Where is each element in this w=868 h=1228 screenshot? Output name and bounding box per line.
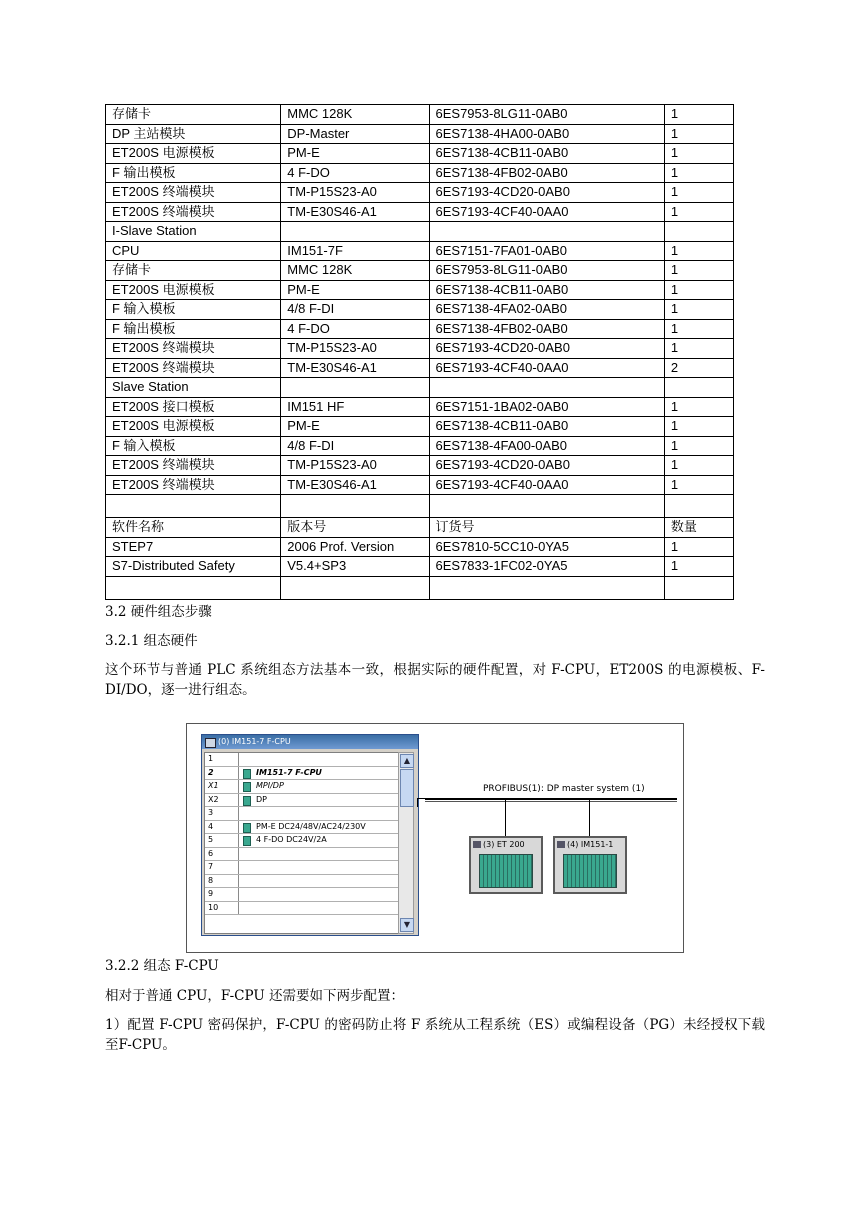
column-divider	[238, 753, 239, 766]
slot-number: 1	[208, 754, 214, 763]
table-cell: 版本号	[281, 518, 429, 538]
table-row	[106, 163, 734, 183]
table-cell: ET200S 接口模板	[106, 397, 281, 417]
column-divider	[238, 848, 239, 861]
slot-row[interactable]	[205, 834, 399, 848]
column-divider	[238, 767, 239, 780]
table-cell: 6ES7138-4CB11-0AB0	[429, 144, 664, 164]
table-cell: F 输出模板	[106, 163, 281, 183]
table-row	[106, 436, 734, 456]
table-row	[106, 378, 734, 398]
table-cell: 2	[664, 358, 733, 378]
table-cell: 1	[664, 456, 733, 476]
table-cell: 6ES7151-7FA01-0AB0	[429, 241, 664, 261]
rack-icon	[479, 854, 533, 888]
table-cell	[664, 576, 733, 599]
slot-row[interactable]	[205, 780, 399, 794]
table-cell: ET200S 电源模板	[106, 417, 281, 437]
table-cell: 6ES7193-4CD20-0AB0	[429, 183, 664, 203]
window-title: (0) IM151-7 F-CPU	[218, 737, 291, 746]
column-divider	[238, 821, 239, 834]
station-icon	[473, 841, 481, 848]
table-cell: MMC 128K	[281, 105, 429, 125]
column-divider	[238, 807, 239, 820]
table-cell: 6ES7193-4CD20-0AB0	[429, 456, 664, 476]
table-cell	[429, 576, 664, 599]
slot-row[interactable]	[205, 821, 399, 835]
table-row	[106, 495, 734, 518]
station-et200[interactable]	[469, 836, 543, 894]
table-cell	[281, 495, 429, 518]
slot-number: X1	[208, 781, 219, 790]
table-row	[106, 105, 734, 125]
column-divider	[238, 902, 239, 915]
table-cell: 2006 Prof. Version	[281, 537, 429, 557]
slot-table	[204, 752, 400, 934]
table-cell: TM-E30S46-A1	[281, 358, 429, 378]
table-row	[106, 300, 734, 320]
table-row	[106, 319, 734, 339]
table-cell: TM-P15S23-A0	[281, 183, 429, 203]
table-cell: ET200S 终端模块	[106, 358, 281, 378]
table-cell: 6ES7193-4CF40-0AA0	[429, 358, 664, 378]
table-cell: IM151 HF	[281, 397, 429, 417]
table-cell	[281, 222, 429, 242]
module-label: 4 F-DO DC24V/2A	[256, 835, 327, 844]
table-cell: 1	[664, 241, 733, 261]
table-cell: ET200S 终端模块	[106, 183, 281, 203]
table-cell: DP-Master	[281, 124, 429, 144]
table-cell: 1	[664, 436, 733, 456]
table-cell: TM-P15S23-A0	[281, 456, 429, 476]
table-cell: 1	[664, 144, 733, 164]
column-divider	[238, 888, 239, 901]
table-cell: TM-E30S46-A1	[281, 202, 429, 222]
table-cell: 1	[664, 163, 733, 183]
table-cell: 4 F-DO	[281, 163, 429, 183]
table-row	[106, 202, 734, 222]
module-label: IM151-7 F-CPU	[256, 767, 322, 777]
slot-row[interactable]	[205, 753, 399, 767]
slot-row[interactable]	[205, 861, 399, 875]
table-cell: PM-E	[281, 144, 429, 164]
column-divider	[238, 834, 239, 847]
table-cell: 数量	[664, 518, 733, 538]
table-cell	[106, 576, 281, 599]
table-cell: 4/8 F-DI	[281, 300, 429, 320]
module-icon	[243, 823, 251, 833]
column-divider	[238, 875, 239, 888]
module-label: DP	[256, 794, 267, 804]
table-cell: 1	[664, 300, 733, 320]
paragraph-password: 1）配置 F-CPU 密码保护，F-CPU 的密码防止将 F 系统从工程系统（ES）或编程设备（PG）未经授权下载至F-CPU。	[105, 1017, 765, 1053]
table-row	[106, 537, 734, 557]
slot-row[interactable]	[205, 794, 399, 808]
table-cell: 6ES7138-4FB02-0AB0	[429, 163, 664, 183]
table-cell: Slave Station	[106, 378, 281, 398]
column-divider	[238, 794, 239, 807]
table-row	[106, 358, 734, 378]
table-cell: IM151-7F	[281, 241, 429, 261]
slot-number: 10	[208, 902, 219, 912]
table-cell: STEP7	[106, 537, 281, 557]
table-row	[106, 124, 734, 144]
section-heading-3-2-2: 3.2.2 组态 F-CPU	[105, 958, 219, 974]
table-cell	[281, 378, 429, 398]
table-row	[106, 261, 734, 281]
table-cell: 1	[664, 339, 733, 359]
table-row	[106, 417, 734, 437]
table-cell: TM-E30S46-A1	[281, 475, 429, 495]
table-cell: PM-E	[281, 280, 429, 300]
table-cell: S7-Distributed Safety	[106, 557, 281, 577]
column-divider	[238, 780, 239, 793]
module-label: PM-E DC24/48V/AC24/230V	[256, 821, 366, 831]
table-cell: PM-E	[281, 417, 429, 437]
table-row	[106, 397, 734, 417]
module-icon	[243, 769, 251, 779]
table-cell: 订货号	[429, 518, 664, 538]
rack-icon	[563, 854, 617, 888]
module-icon	[243, 796, 251, 806]
station-2-label: (4) IM151-1	[567, 840, 614, 849]
table-cell: 6ES7138-4FB02-0AB0	[429, 319, 664, 339]
table-cell: 6ES7193-4CF40-0AA0	[429, 475, 664, 495]
table-cell: 存储卡	[106, 261, 281, 281]
table-row	[106, 456, 734, 476]
station-2-drop	[589, 800, 590, 836]
table-cell: V5.4+SP3	[281, 557, 429, 577]
scroll-down-icon[interactable]: ▼	[400, 918, 414, 932]
table-cell: 6ES7953-8LG11-0AB0	[429, 261, 664, 281]
table-row	[106, 339, 734, 359]
table-row	[106, 144, 734, 164]
table-cell	[281, 576, 429, 599]
table-cell: ET200S 终端模块	[106, 202, 281, 222]
table-row	[106, 222, 734, 242]
table-cell: ET200S 终端模块	[106, 456, 281, 476]
table-cell: ET200S 终端模块	[106, 339, 281, 359]
table-cell: 6ES7138-4CB11-0AB0	[429, 280, 664, 300]
table-row	[106, 475, 734, 495]
table-cell: CPU	[106, 241, 281, 261]
table-cell	[664, 495, 733, 518]
station-im151[interactable]	[553, 836, 627, 894]
section-heading-3-2: 3.2 硬件组态步骤	[105, 604, 212, 620]
module-icon	[243, 836, 251, 846]
table-cell	[106, 495, 281, 518]
table-cell: F 输入模板	[106, 300, 281, 320]
slot-row[interactable]	[205, 888, 399, 902]
table-cell: 6ES7138-4FA02-0AB0	[429, 300, 664, 320]
module-icon	[243, 782, 251, 792]
table-cell: 1	[664, 202, 733, 222]
table-cell: ET200S 终端模块	[106, 475, 281, 495]
station-icon	[205, 738, 216, 748]
table-cell: 存储卡	[106, 105, 281, 125]
profibus-line	[425, 798, 677, 800]
table-row	[106, 241, 734, 261]
slot-row[interactable]	[205, 848, 399, 862]
table-cell: 1	[664, 183, 733, 203]
hw-config-figure	[186, 723, 684, 953]
table-cell	[429, 495, 664, 518]
vertical-scrollbar[interactable]	[398, 752, 414, 934]
station-1-drop	[505, 800, 506, 836]
table-cell: 6ES7810-5CC10-0YA5	[429, 537, 664, 557]
station-window	[201, 734, 419, 936]
table-cell: MMC 128K	[281, 261, 429, 281]
table-cell: 6ES7193-4CF40-0AA0	[429, 202, 664, 222]
scroll-up-icon[interactable]: ▲	[400, 754, 414, 768]
slot-number: 9	[208, 889, 214, 898]
table-cell: 4/8 F-DI	[281, 436, 429, 456]
slot-number: X2	[208, 794, 219, 804]
station-icon	[557, 841, 565, 848]
slot-number: 8	[208, 875, 214, 885]
table-row	[106, 183, 734, 203]
window-title-bar	[202, 735, 418, 749]
section-heading-3-2-1: 3.2.1 组态硬件	[105, 633, 198, 649]
table-cell: 6ES7138-4HA00-0AB0	[429, 124, 664, 144]
station-1-label: (3) ET 200	[483, 840, 525, 849]
slot-number: 5	[208, 835, 214, 844]
slot-number: 7	[208, 862, 214, 871]
table-row	[106, 557, 734, 577]
module-label: MPI/DP	[256, 781, 284, 790]
table-row	[106, 576, 734, 599]
table-cell: I-Slave Station	[106, 222, 281, 242]
table-cell: 6ES7833-1FC02-0YA5	[429, 557, 664, 577]
table-cell: 1	[664, 319, 733, 339]
parts-table	[105, 104, 734, 600]
table-cell: 1	[664, 261, 733, 281]
table-cell: 1	[664, 475, 733, 495]
table-cell: 1	[664, 124, 733, 144]
table-cell: 软件名称	[106, 518, 281, 538]
slot-number: 4	[208, 821, 214, 831]
table-cell: ET200S 电源模板	[106, 280, 281, 300]
table-row	[106, 280, 734, 300]
table-cell: 1	[664, 417, 733, 437]
scroll-thumb[interactable]	[400, 769, 414, 807]
column-divider	[238, 861, 239, 874]
table-cell: 1	[664, 105, 733, 125]
table-cell: 1	[664, 537, 733, 557]
slot-number: 2	[208, 767, 214, 777]
table-cell: 6ES7138-4FA00-0AB0	[429, 436, 664, 456]
bus-label: PROFIBUS(1): DP master system (1)	[483, 784, 645, 794]
table-cell: F 输入模板	[106, 436, 281, 456]
paragraph-hardware-config: 这个环节与普通 PLC 系统组态方法基本一致，根据实际的硬件配置，对 F-CPU，ET200S 的电源模板、F-DI/DO，逐一进行组态。	[105, 662, 765, 698]
table-cell: ET200S 电源模板	[106, 144, 281, 164]
table-cell: 4 F-DO	[281, 319, 429, 339]
table-cell	[664, 378, 733, 398]
slot-number: 3	[208, 808, 214, 817]
table-cell: 6ES7193-4CD20-0AB0	[429, 339, 664, 359]
table-cell: 1	[664, 557, 733, 577]
table-cell: 1	[664, 397, 733, 417]
table-row	[106, 518, 734, 538]
slot-row[interactable]	[205, 902, 399, 916]
table-cell	[429, 378, 664, 398]
table-cell: F 输出模板	[106, 319, 281, 339]
slot-row[interactable]	[205, 875, 399, 889]
table-cell: 6ES7138-4CB11-0AB0	[429, 417, 664, 437]
profibus-line-secondary	[425, 801, 677, 802]
table-cell	[429, 222, 664, 242]
paragraph-fcpu-intro: 相对于普通 CPU，F-CPU 还需要如下两步配置：	[105, 988, 405, 1004]
slot-row[interactable]	[205, 767, 399, 781]
table-cell: DP 主站模块	[106, 124, 281, 144]
table-cell	[664, 222, 733, 242]
slot-number: 6	[208, 848, 214, 858]
table-cell: 1	[664, 280, 733, 300]
table-cell: 6ES7953-8LG11-0AB0	[429, 105, 664, 125]
table-cell: TM-P15S23-A0	[281, 339, 429, 359]
table-cell: 6ES7151-1BA02-0AB0	[429, 397, 664, 417]
slot-row[interactable]	[205, 807, 399, 821]
